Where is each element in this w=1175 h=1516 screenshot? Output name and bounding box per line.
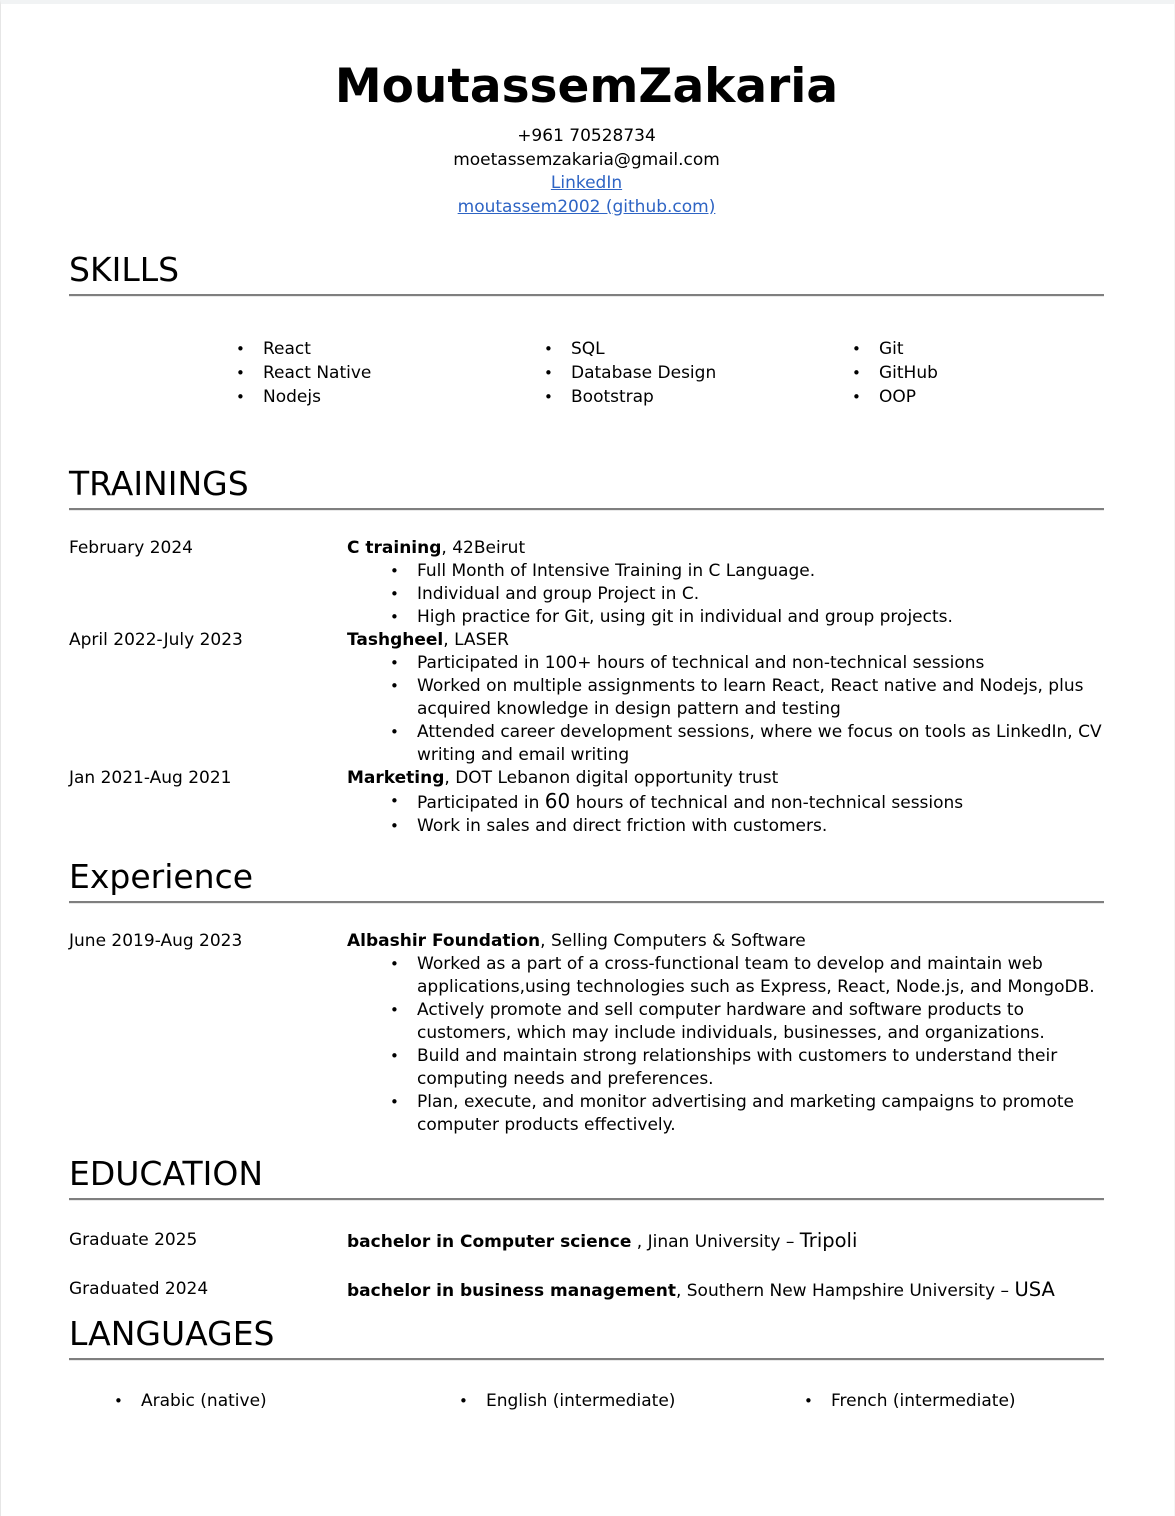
bullet-item: • Work in sales and direct friction with customers. <box>387 815 1104 838</box>
skill-item: • React <box>233 337 541 361</box>
skills-heading: SKILLS <box>69 250 180 289</box>
github-link[interactable]: moutassem2002 (github.com) <box>457 196 716 217</box>
entry-title-line <box>347 537 1104 560</box>
education-entry <box>69 1229 1104 1254</box>
experience-entry <box>69 930 1104 1137</box>
section-divider <box>69 1358 1104 1361</box>
entry-content <box>347 537 1104 629</box>
education-entry <box>69 1278 1104 1303</box>
bullet-item: • High practice for Git, using git in individual and group projects. <box>387 606 1104 629</box>
bullet-item: • Attended career development sessions, where we focus on tools as LinkedIn, CV writing and email writing <box>387 721 1104 767</box>
language-column-3 <box>801 1389 1016 1413</box>
section-divider <box>69 901 1104 904</box>
skill-item: • Bootstrap <box>541 385 849 409</box>
location: USA <box>1014 1278 1055 1301</box>
section-experience <box>69 856 1104 1137</box>
section-divider <box>69 1198 1104 1201</box>
entry-date: April 2022-July 2023 <box>69 630 243 650</box>
skill-item: • Nodejs <box>233 385 541 409</box>
contact-block <box>69 125 1104 219</box>
skill-item: • Git <box>849 337 938 361</box>
institution: , Southern New Hampshire University – <box>675 1281 1015 1301</box>
bullet-item: • Individual and group Project in C. <box>387 583 1104 606</box>
bullet-item <box>387 790 1104 815</box>
training-entry <box>69 629 1104 767</box>
entry-title: C training <box>347 538 442 558</box>
bullet-item: • Plan, execute, and monitor advertising and marketing campaigns to promote computer products effectively. <box>387 1091 1104 1137</box>
degree-title: bachelor in Computer science <box>347 1232 632 1252</box>
languages-heading: LANGUAGES <box>69 1314 275 1353</box>
bullet-item: • Worked on multiple assignments to learn React, React native and Nodejs, plus acquired knowledge in design pattern and testing <box>387 675 1104 721</box>
entry-title-line <box>347 930 1104 953</box>
skill-item: • GitHub <box>849 361 938 385</box>
entry-date: Jan 2021-Aug 2021 <box>69 768 232 788</box>
entry-bullets <box>387 652 1104 767</box>
bullet-item: • Full Month of Intensive Training in C Language. <box>387 560 1104 583</box>
linkedin-row <box>69 172 1104 196</box>
institution: , Jinan University – <box>631 1232 800 1252</box>
entry-date: February 2024 <box>69 538 193 558</box>
entry-date: Graduate 2025 <box>69 1230 198 1250</box>
email-address: moetassemzakaria@gmail.com <box>453 149 720 170</box>
skill-item: • Database Design <box>541 361 849 385</box>
entry-title: Marketing <box>347 768 445 788</box>
language-column-2 <box>456 1389 801 1413</box>
bullet-item: • Actively promote and sell computer hardware and software products to customers, which may include individuals, businesses, and organizations. <box>387 999 1104 1045</box>
phone-number: +961 70528734 <box>517 126 656 146</box>
section-divider <box>69 508 1104 511</box>
entry-bullets <box>387 953 1104 1137</box>
skill-item: • React Native <box>233 361 541 385</box>
entry-content <box>347 767 1104 838</box>
education-heading: EDUCATION <box>69 1154 264 1193</box>
bullet-item: • Build and maintain strong relationships with customers to understand their computing needs and preferences. <box>387 1045 1104 1091</box>
bullet-number: 60 <box>544 789 571 813</box>
entry-title: Tashgheel <box>347 630 444 650</box>
skills-column-2 <box>541 337 849 409</box>
section-languages <box>69 1313 1104 1413</box>
language-item: • English (intermediate) <box>456 1389 801 1413</box>
entry-content <box>347 629 1104 767</box>
entry-title-line <box>347 629 1104 652</box>
bullet-item: • Worked as a part of a cross-functional team to develop and maintain web applications,using technologies such as Express, React, Node.js, and MongoDB. <box>387 953 1104 999</box>
section-trainings <box>69 463 1104 838</box>
language-column-1 <box>111 1389 456 1413</box>
languages-columns <box>69 1389 1104 1413</box>
section-divider <box>69 294 1104 297</box>
entry-bullets <box>387 790 1104 838</box>
experience-entries <box>69 930 1104 1137</box>
section-skills <box>69 249 1104 409</box>
entry-title-line <box>347 767 1104 790</box>
experience-heading: Experience <box>69 857 254 896</box>
entry-content <box>347 1278 1104 1303</box>
entry-date: Graduated 2024 <box>69 1279 209 1299</box>
bullet-text: hours of technical and non-technical sessions <box>570 793 964 813</box>
entry-bullets <box>387 560 1104 629</box>
section-education <box>69 1153 1104 1303</box>
resume-header <box>69 4 1104 219</box>
skill-item: • OOP <box>849 385 938 409</box>
trainings-entries <box>69 537 1104 838</box>
bullet-item: • Participated in 100+ hours of technical and non-technical sessions <box>387 652 1104 675</box>
entry-date: June 2019-Aug 2023 <box>69 931 243 951</box>
entry-subtitle: , LASER <box>443 630 509 650</box>
entry-content <box>347 930 1104 1137</box>
linkedin-link[interactable]: LinkedIn <box>550 173 623 193</box>
skills-column-3 <box>849 337 938 409</box>
entry-subtitle: , Selling Computers & Software <box>540 931 806 951</box>
entry-content <box>347 1229 1104 1254</box>
bullet-text: Participated in <box>417 793 545 813</box>
entry-title: Albashir Foundation <box>347 931 541 951</box>
skills-columns <box>69 337 1104 409</box>
training-entry <box>69 537 1104 629</box>
skill-item: • SQL <box>541 337 849 361</box>
location: Tripoli <box>799 1229 858 1252</box>
github-row <box>69 196 1104 220</box>
resume-name: MoutassemZakaria <box>334 59 839 114</box>
degree-title: bachelor in business management <box>347 1281 676 1301</box>
language-item: • Arabic (native) <box>111 1389 456 1413</box>
language-item: • French (intermediate) <box>801 1389 1016 1413</box>
trainings-heading: TRAININGS <box>69 464 249 503</box>
entry-subtitle: , DOT Lebanon digital opportunity trust <box>444 768 779 788</box>
training-entry <box>69 767 1104 838</box>
skills-column-1 <box>233 337 541 409</box>
entry-subtitle: , 42Beirut <box>441 538 526 558</box>
